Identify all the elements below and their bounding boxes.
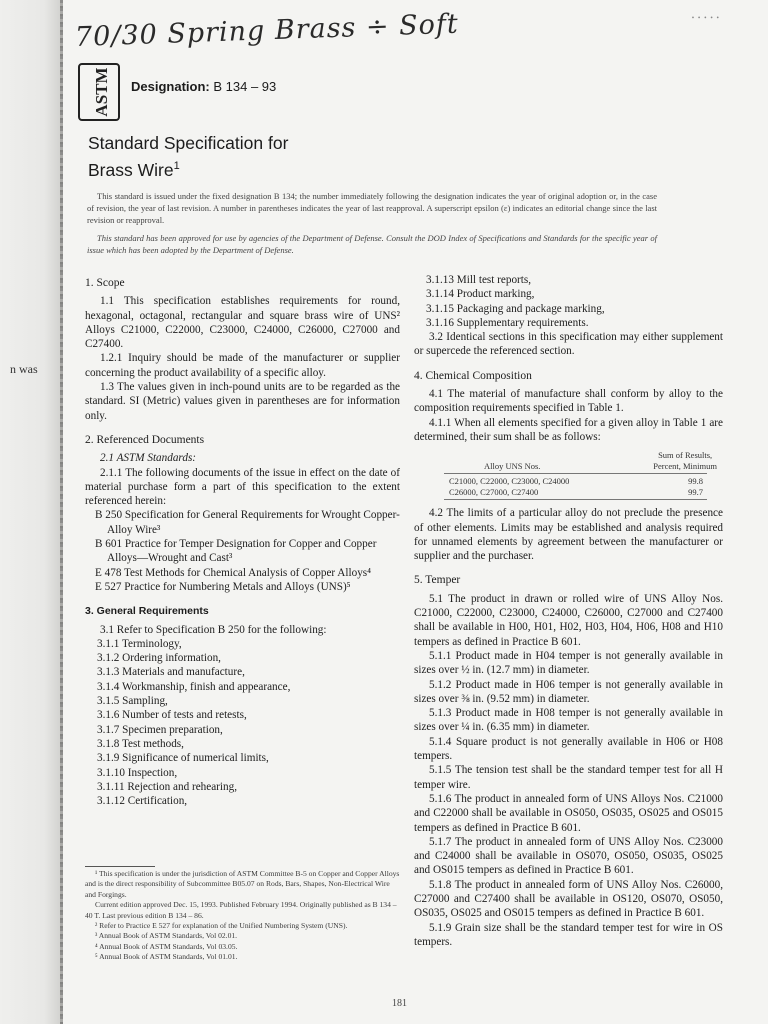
requirement-item: 3.1.5 Sampling, <box>97 695 168 708</box>
paragraph-1-3: 1.3 The values given in inch-pound units are to be regarded as the standard. SI (Metric) values given in parentheses are for information only. <box>85 381 400 422</box>
paragraph-5-1-8: 5.1.8 The product in annealed form of UNS Alloy Nos. C26000, C27000 and C27400 shall be available in OS120, OS070, OS050, OS035, OS025 and OS015 tempers as defined in Practice B 601. <box>414 878 723 920</box>
composition-sum-table <box>414 450 723 500</box>
table-row <box>414 487 723 498</box>
paragraph-5-1-4: 5.1.4 Square product is not generally available in H06 or H08 tempers. <box>414 735 723 763</box>
section-heading-chemical-composition: 4. Chemical Composition <box>414 369 532 382</box>
footnote: ¹ This specification is under the jurisdiction of ASTM Committee B-5 on Copper and Copper Alloys and is the direct responsibility of Subcommittee B05.07 on Rods, Bars, Shapes, Non-Electrical Wire and Forgings. <box>85 869 400 899</box>
footnote: Current edition approved Dec. 15, 1993. Published February 1994. Originally published as B 134 – 40 T. Last previous edition B 134 – 86. <box>85 900 397 920</box>
section-heading-scope: 1. Scope <box>85 277 125 289</box>
requirement-item: 3.1.6 Number of tests and retests, <box>97 709 247 722</box>
paragraph-3-2: 3.2 Identical sections in this specification may either supplement or supercede the referenced section. <box>414 331 723 358</box>
requirement-item: 3.1.1 Terminology, <box>97 637 182 650</box>
paragraph-4-1: 4.1 The material of manufacture shall conform by alloy to the composition requirements specified in Table 1. <box>414 388 723 415</box>
requirement-item: 3.1.4 Workmanship, finish and appearance, <box>97 680 291 693</box>
requirement-item: 3.1.14 Product marking, <box>426 288 535 301</box>
table-cell-value: 99.8 <box>688 476 703 487</box>
section-heading-referenced-documents: 2. Referenced Documents <box>85 433 205 446</box>
right-column <box>414 273 723 949</box>
reference-item: B 601 Practice for Temper Designation for Copper and Copper Alloys—Wrought and Cast³ <box>95 538 377 565</box>
margin-bleed-text: n was <box>10 362 38 376</box>
table-cell-value: 99.7 <box>688 486 703 497</box>
paragraph-2-1-1: 2.1.1 The following documents of the issue in effect on the date of material purchase form a part of this specification to the extent referenced herein: <box>85 466 400 508</box>
paragraph-5-1-2: 5.1.2 Product made in H06 temper is not generally available in sizes over ⅜ in. (9.52 mm) in diameter. <box>414 678 723 705</box>
paragraph-5-1-6: 5.1.6 The product in annealed form of UNS Alloys Nos. C21000 and C22000 shall be available in OS050, OS035, OS025 and OS015 tempers as defined in Practice B 601. <box>414 792 723 834</box>
reference-item: B 250 Specification for General Requirements for Wrought Copper-Alloy Wire³ <box>95 509 400 536</box>
paragraph-4-2: 4.2 The limits of a particular alloy do not preclude the presence of other elements. Limits may be established and analysis required for unnamed elements by agreement between the manufacturer or supplier and the purchaser. <box>414 507 723 563</box>
designation-label: Designation: <box>131 79 210 94</box>
requirement-item: 3.1.9 Significance of numerical limits, <box>97 752 269 765</box>
paragraph-5-1-5: 5.1.5 The tension test shall be the standard temper test for all H temper wire. <box>414 764 723 791</box>
requirement-item: 3.1.12 Certification, <box>97 795 188 808</box>
paragraph-5-1-1: 5.1.1 Product made in H04 temper is not generally available in sizes over ½ in. (12.7 mm) in diameter. <box>414 649 723 677</box>
requirement-item: 3.1.7 Specimen preparation, <box>97 723 223 736</box>
astm-logo-icon <box>77 62 121 122</box>
section-heading-general-requirements: 3. General Requirements <box>85 605 209 618</box>
footnote: ⁴ Annual Book of ASTM Standards, Vol 03.05. <box>95 941 238 951</box>
paragraph-5-1-3: 5.1.3 Product made in H08 temper is not generally available in sizes over ¼ in. (6.35 mm) in diameter. <box>414 707 723 734</box>
left-column <box>85 276 400 808</box>
issuance-paragraph: This standard is issued under the fixed designation B 134; the number immediately following the designation indicates the year of original adoption or, in the case of revision, the year of last revision. A number in parentheses indicates the year of last reapproval. A superscript epsilon (ε) indicates an editorial change since the last revision or reapproval. <box>87 191 657 225</box>
designation <box>131 79 276 94</box>
requirement-item: 3.1.16 Supplementary requirements. <box>426 316 589 329</box>
table-col-alloys: Alloy UNS Nos. <box>484 460 541 471</box>
document-title <box>88 132 508 182</box>
paragraph-3-1: 3.1 Refer to Specification B 250 for the following: <box>100 623 327 636</box>
footnotes <box>85 866 401 963</box>
footnote: ³ Annual Book of ASTM Standards, Vol 02.01. <box>95 931 238 941</box>
section-heading-temper: 5. Temper <box>414 574 461 587</box>
title-line-1: Standard Specification for <box>88 133 289 153</box>
paragraph-5-1: 5.1 The product in drawn or rolled wire of UNS Alloy Nos. C21000, C22000, C23000, C24000, C26000, C27000 and C27400 shall be available in H00, H01, H02, H03, H04, H06, H08 and H10 tempers as defined in Practice B 601. <box>414 592 723 648</box>
requirement-item: 3.1.11 Rejection and rehearing, <box>97 780 238 793</box>
corner-mark: • • • • • <box>691 14 720 22</box>
requirement-item: 3.1.8 Test methods, <box>97 737 184 750</box>
paragraph-1-1: 1.1 This specification establishes requirements for round, hexagonal, octagonal, rectangular and square brass wire of UNS² Alloys C21000, C22000, C23000, C24000, C26000, C27000 and C27400. <box>85 295 400 351</box>
table-rule <box>444 499 707 500</box>
table-col-sum-line-1: Sum of Results, <box>658 450 713 461</box>
footnote-rule <box>85 866 155 867</box>
designation-number: B 134 – 93 <box>213 79 277 94</box>
title-line-2: Brass Wire <box>88 159 174 180</box>
paragraph-4-1-1: 4.1.1 When all elements specified for a given alloy in Table 1 are determined, their sum shall be as follows: <box>414 416 723 443</box>
table-cell-alloys: C26000, C27000, C27400 <box>449 486 539 497</box>
table-cell-alloys: C21000, C22000, C23000, C24000 <box>449 476 570 487</box>
scan-margin <box>0 0 63 1024</box>
table-header <box>414 450 723 471</box>
reference-item: E 527 Practice for Numbering Metals and Alloys (UNS)⁵ <box>95 580 351 593</box>
requirement-item: 3.1.10 Inspection, <box>97 766 178 779</box>
table-col-sum-line-2: Percent, Minimum <box>653 460 717 471</box>
table-row <box>414 476 723 487</box>
requirement-item: 3.1.13 Mill test reports, <box>426 274 532 286</box>
logo-text: ASTM <box>92 67 111 117</box>
footnote: ⁵ Annual Book of ASTM Standards, Vol 01.01. <box>95 952 238 962</box>
paragraph-5-1-9: 5.1.9 Grain size shall be the standard temper test for wire in OS tempers. <box>414 921 723 948</box>
table-rule <box>444 473 707 474</box>
requirement-item: 3.1.15 Packaging and package marking, <box>426 302 605 315</box>
reference-item: E 478 Test Methods for Chemical Analysis of Copper Alloys⁴ <box>95 566 372 579</box>
table-col-sum <box>653 450 717 471</box>
paragraph-1-2-1: 1.2.1 Inquiry should be made of the manufacturer or supplier concerning the product availability of a specific alloy. <box>85 352 400 379</box>
paragraph-2-1: 2.1 ASTM Standards: <box>100 452 197 465</box>
requirement-item: 3.1.3 Materials and manufacture, <box>97 666 245 679</box>
handwritten-note: 70/30 Spring Brass ÷ Soft <box>74 8 460 53</box>
title-footnote-mark: 1 <box>173 160 180 172</box>
footnote: ² Refer to Practice E 527 for explanation of the Unified Numbering System (UNS). <box>95 921 348 931</box>
page-number: 181 <box>392 998 407 1009</box>
issuance-note <box>87 190 657 262</box>
paragraph-5-1-7: 5.1.7 The product in annealed form of UNS Alloy Nos. C23000 and C24000 shall be available in OS070, OS050, OS035, OS025 and OS015 tempers as defined in Practice B 601. <box>414 835 723 877</box>
dod-approval-paragraph: This standard has been approved for use by agencies of the Department of Defense. Consult the DOD Index of Specifications and Standards for the specific year of issue which has been adopted by the Department of Defense. <box>87 233 657 255</box>
requirement-item: 3.1.2 Ordering information, <box>97 652 221 665</box>
